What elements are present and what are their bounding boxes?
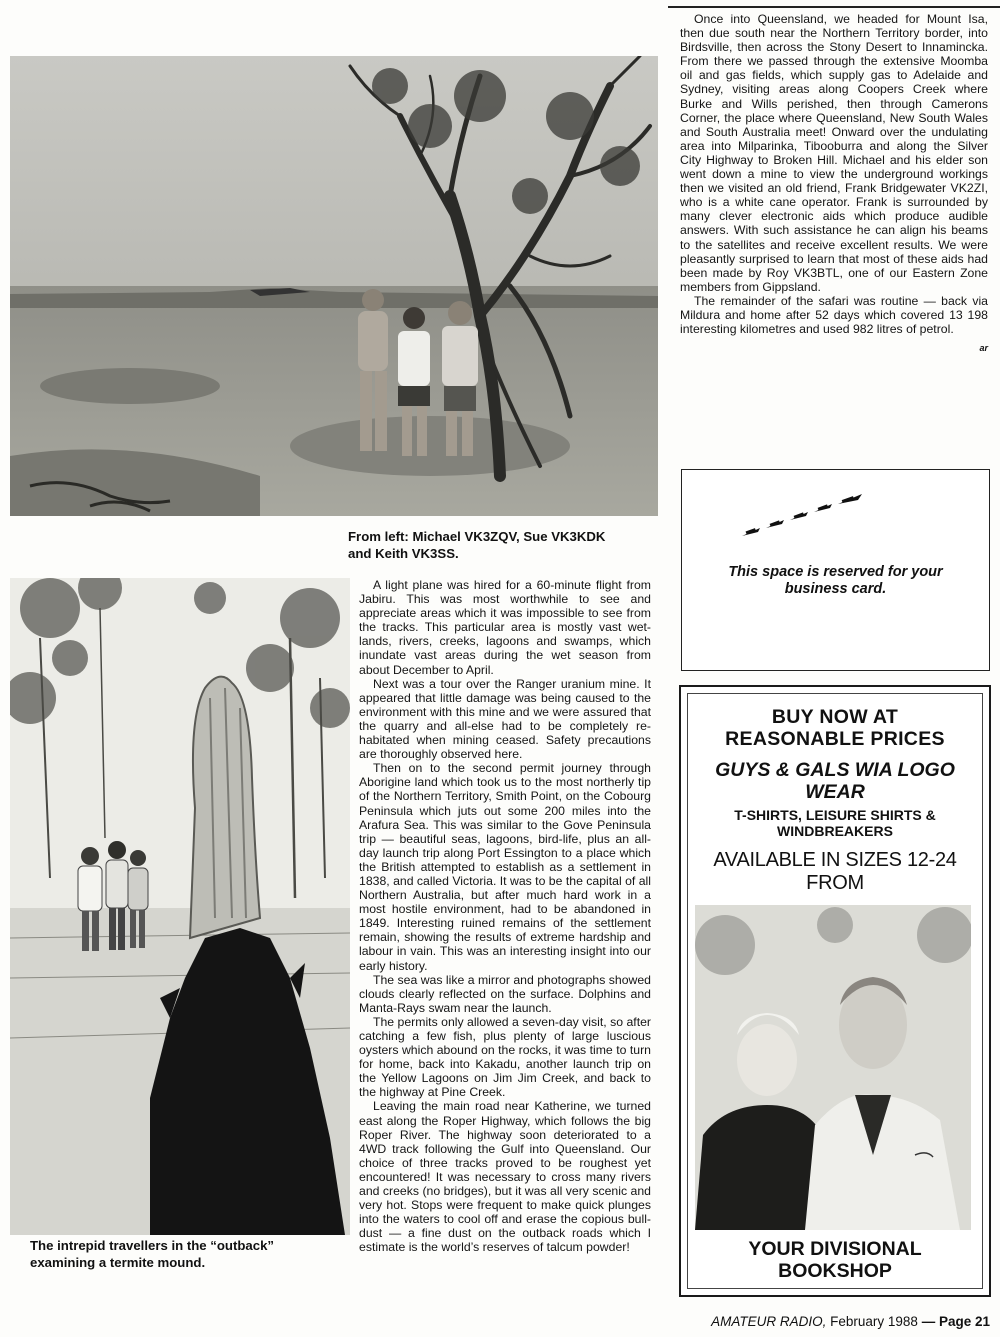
- top-photo-caption: [348, 528, 658, 562]
- left-caption-line2: examining a termite mound.: [30, 1255, 206, 1270]
- page-footer: [711, 1314, 990, 1329]
- footer-page-number: Page 21: [938, 1314, 990, 1329]
- advert-photo-couple: [695, 905, 971, 1230]
- paragraph: Next was a tour over the Ranger uranium mine. It appeared that little damage was being caused to the environment with this mine and we were assured that the quarry and all-else had to be completely re-habitated when mining ceased. Safety precautions are thoroughly observed here.: [359, 676, 651, 762]
- top-caption-line1: From left: Michael VK3ZQV, Sue VK3KDK: [348, 529, 606, 544]
- advert-items2: WINDBREAKERS: [777, 823, 893, 839]
- advert-sizes1: AVAILABLE IN SIZES 12-24: [713, 849, 957, 871]
- advert-subhead2: WEAR: [805, 781, 865, 803]
- left-caption-line1: The intrepid travellers in the “outback”: [30, 1238, 275, 1253]
- advert-footer2: BOOKSHOP: [778, 1260, 892, 1282]
- advert-subhead1: GUYS & GALS WIA LOGO: [715, 759, 955, 781]
- paragraph: The permits only allowed a seven-day visit, so after catching a few fish, plus plenty of large luscious oysters which abound on the rocks, it was time to turn for home, back into Kakadu, another launch trip on the Yellow Lagoons on Jim Jim Creek, and back to the highway at Pine Creek.: [359, 1014, 651, 1100]
- header-rule: [668, 6, 1000, 8]
- advert-headline1: BUY NOW AT: [771, 706, 899, 728]
- advert-items1: T-SHIRTS, LEISURE SHIRTS &: [734, 807, 936, 823]
- advert-headline2: REASONABLE PRICES: [725, 728, 945, 750]
- article-right-column: [680, 12, 988, 356]
- paragraph: Leaving the main road near Katherine, we turned east along the Roper Highway, which follows the big Roper River. The highway soon deteriorated to a 4WD track following the Gulf into Queensland. Our choice of three tracks proved to be roughest yet encountered! It was necessary to cross many rivers and creeks (no bridges), but it was all very scenic and very hot. Stops were frequent to make quick plunges into the waters to cool off and erase the copious bull-dust — a fine dust on the outback roads which I estimate is the world’s reserves of talcum powder!: [359, 1099, 651, 1255]
- paragraph: The sea was like a mirror and photographs showed clouds clearly reflected on the surface. Dolphins and Manta-Rays swam near the launch.: [359, 972, 651, 1015]
- advert-sizes2: FROM: [806, 872, 864, 894]
- business-card-line1: This space is reserved for your: [728, 564, 943, 580]
- footer-date: February 1988: [830, 1314, 918, 1329]
- business-card-line2: business card.: [784, 581, 887, 597]
- article-middle-column: [359, 578, 651, 1255]
- photo-tree-travellers: [10, 56, 658, 516]
- footer-magazine: AMATEUR RADIO,: [711, 1314, 827, 1329]
- footer-dash: —: [921, 1314, 936, 1329]
- paragraph: A light plane was hired for a 60-minute flight from Jabiru. This was most worthwhile to see and appreciate areas which it was impossible to see from the tracks. This particular area is mostly vast wet-lands, rivers, creeks, lagoons and swamps, which inundate vast areas during the wet season from about December to April.: [359, 578, 651, 677]
- advert-footer1: YOUR DIVISIONAL: [748, 1238, 922, 1260]
- paragraph: The remainder of the safari was routine — back via Mildura and home after 52 days which covered 13 198 interesting kilometres and used 982 litres of petrol.: [680, 293, 988, 337]
- photo-termite-mound: [10, 578, 350, 1235]
- business-card-text: [682, 564, 989, 598]
- business-card-space: [681, 469, 990, 671]
- paragraph: Then on to the second permit journey through Aborigine land which took us to the most northerly tip of the Northern Territory, Smith Point, on the Cobourg Peninsula which juts out some 200 miles into the Arafura Sea. This was similar to the Gove Peninsula trip — beautiful seas, lagoons, bird-life, plus an all-day launch trip along Port Essington to a place which the British attempted to establish as a settlement in 1838, and called Victoria. It was to be the capital of all Northern Australia, but after much hard work in a most hostile environment, had to be abandoned in 1849. Interesting ruined remains of the settlement remain, showing the results of extreme hardship and labour in vain. This was an interesting insight into our early history.: [359, 761, 651, 973]
- bookshop-advert: [679, 685, 991, 1297]
- end-mark: ar: [979, 343, 988, 354]
- top-caption-line2: and Keith VK3SS.: [348, 546, 459, 561]
- arrow-icon: [740, 490, 870, 540]
- paragraph: Once into Queensland, we headed for Mount Isa, then due south near the Northern Territory border, into Birdsville, then across the Stony Desert to Innamincka. From there we passed through the extensive Moomba oil and gas fields, which supply gas to Adelaide and Sydney, visiting areas along Coopers Creek where Burke and Wills perished, then through Camerons Corner, the place where Queensland, New South Wales and South Australia meet! Onward over the undulating area into Milparinka, Tibooburra and along the Silver City Highway to Broken Hill. Michael and his elder son went down a mine to view the underground workings then we visited an old friend, Frank Bridgewater VK2ZI, who is a white cane operator. Frank is surrounded by many clever electronic aids which produce audible answers. With such assistance he can align his beams to the satellites and receive excellent results. We were pleasantly surprised to learn that most of these aids had been made by Roy VK3BTL, one of our Eastern Zone members from Gippsland.: [680, 12, 988, 294]
- left-photo-caption: [30, 1237, 330, 1271]
